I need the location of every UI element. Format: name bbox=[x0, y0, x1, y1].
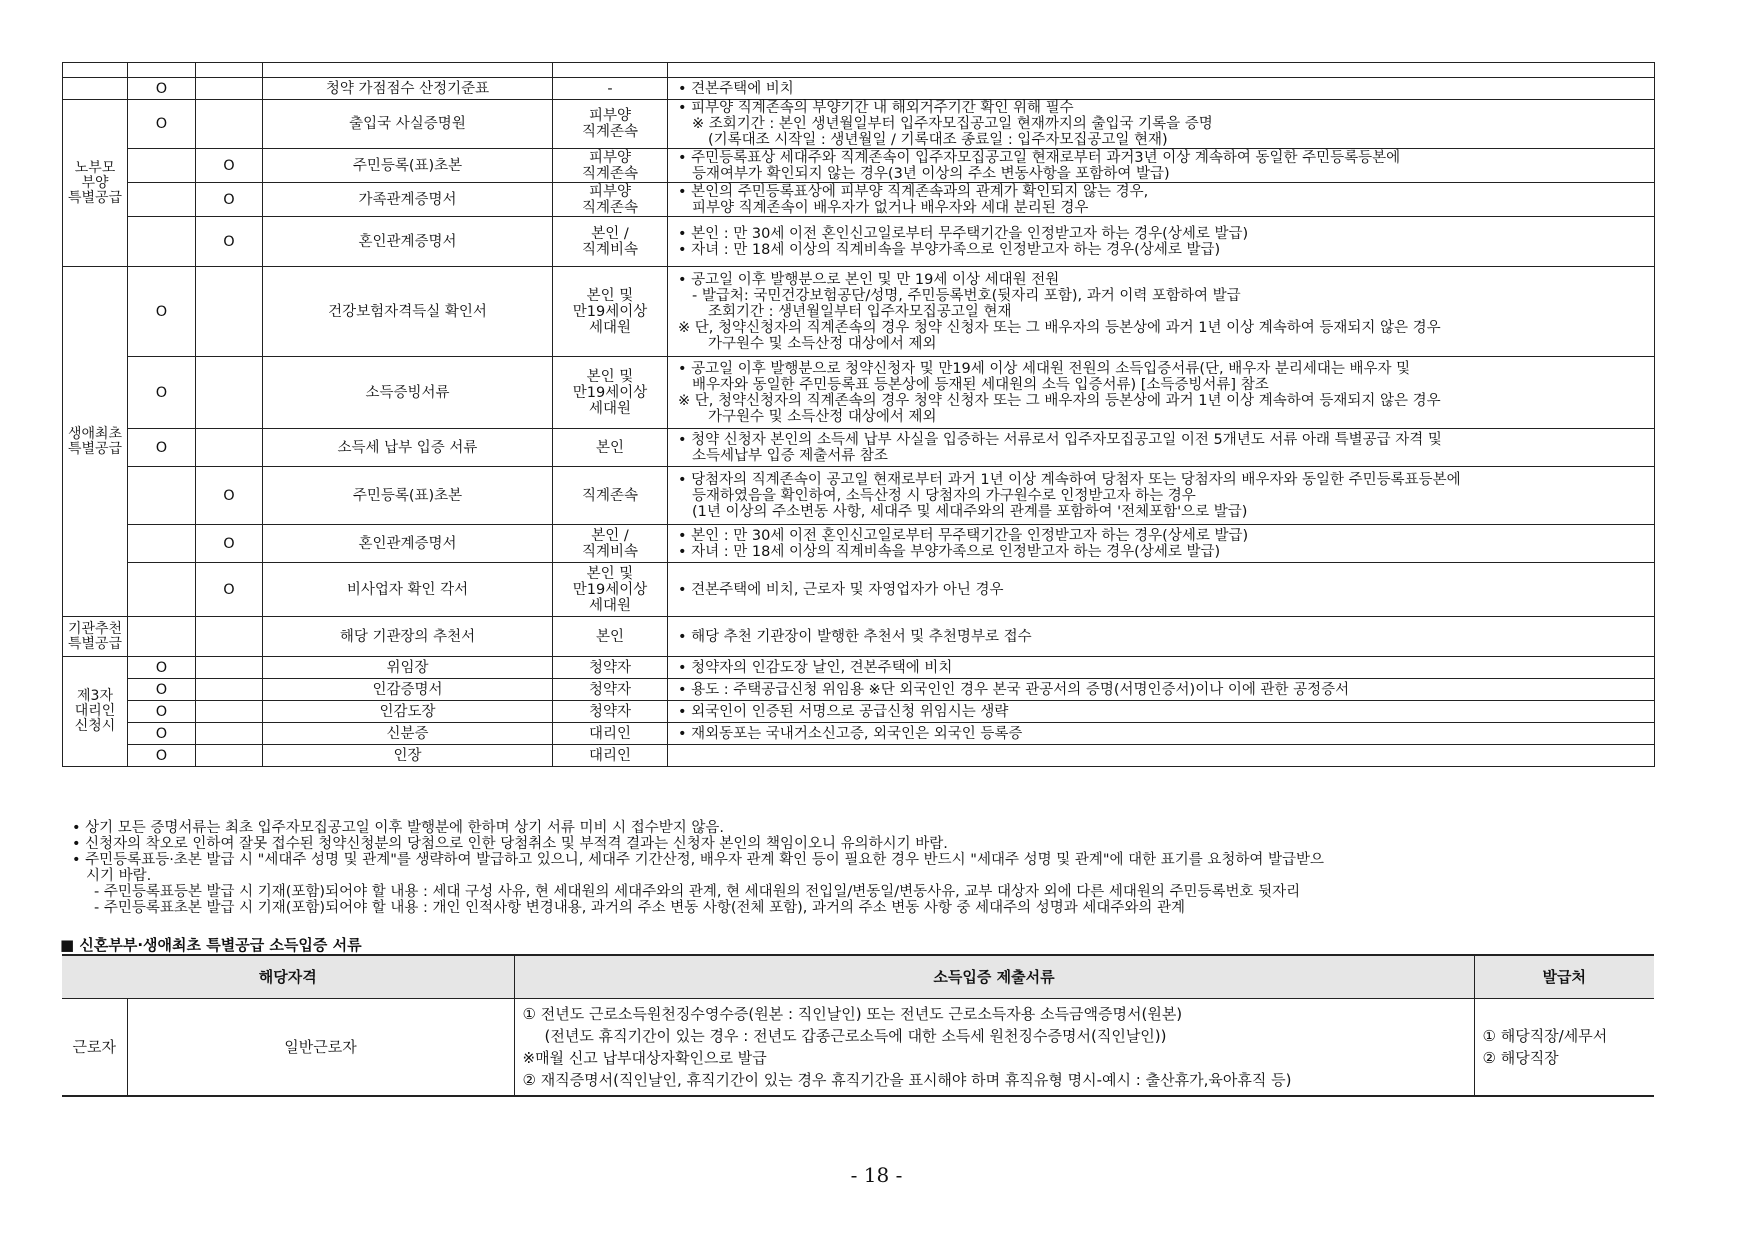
target-cell: 대리인 bbox=[553, 745, 668, 767]
mark-cell: O bbox=[196, 563, 263, 617]
mark-cell: O bbox=[196, 217, 263, 267]
description-cell bbox=[668, 183, 1655, 217]
description-line: • 피부양 직계존속의 부양기간 내 해외거주기간 확인 위해 필수 bbox=[678, 100, 1074, 116]
target-cell: 본인 및 만19세이상 세대원 bbox=[553, 563, 668, 617]
mark-cell bbox=[128, 183, 196, 217]
mark-cell: O bbox=[128, 429, 196, 467]
mark-cell: O bbox=[128, 701, 196, 723]
group-label-line: 부양 bbox=[81, 174, 109, 191]
description-line: 조회기간 : 생년월일부터 입주자모집공고일 현재 bbox=[708, 303, 1012, 320]
mark-cell: O bbox=[128, 100, 196, 149]
description-line: • 자녀 : 만 18세 이상의 직계비속을 부양가족으로 인정받고자 하는 경우(상세로 발급) bbox=[678, 241, 1221, 258]
group-cell bbox=[63, 617, 128, 657]
note-line: • 신청자의 착오로 인하여 잘못 접수된 청약신청분의 당첨으로 인한 당첨취소 및 부적격 결과는 신청자 본인의 책임이오니 유의하시기 바람. bbox=[72, 836, 948, 852]
document-row bbox=[63, 723, 1655, 745]
income-table-row bbox=[62, 999, 1654, 1097]
description-cell bbox=[668, 679, 1655, 701]
group-cell bbox=[63, 100, 128, 267]
mark-cell bbox=[196, 100, 263, 149]
note-line: • 상기 모든 증명서류는 최초 입주자모집공고일 이후 발행분에 한하며 상기 서류 미비 시 접수받지 않음. bbox=[72, 820, 724, 836]
description-cell bbox=[668, 78, 1655, 100]
group-label-line: 생애최초 bbox=[67, 425, 123, 442]
document-name-cell: 혼인관계증명서 bbox=[263, 525, 553, 563]
target-cell: 청약자 bbox=[553, 701, 668, 723]
document-name-cell: 위임장 bbox=[263, 657, 553, 679]
mark-cell bbox=[128, 467, 196, 525]
group-label-line: 제3자 bbox=[77, 688, 113, 704]
document-row bbox=[63, 467, 1655, 525]
subcategory-cell: 일반근로자 bbox=[127, 999, 514, 1097]
document-name-cell: 인감증명서 bbox=[263, 679, 553, 701]
page-number: - 18 - bbox=[850, 1163, 903, 1187]
description-line: - 발급처: 국민건강보험공단/성명, 주민등록번호(뒷자리 포함), 과거 이력 포함하여 발급 bbox=[692, 287, 1241, 304]
target-cell: 청약자 bbox=[553, 657, 668, 679]
doc-line: ※매월 신고 납부대상자확인으로 발급 bbox=[522, 1049, 767, 1067]
document-row bbox=[63, 100, 1655, 149]
document-row bbox=[63, 217, 1655, 267]
description-line: (기록대조 시작일 : 생년월일 / 기록대조 종료일 : 입주자모집공고일 현재) bbox=[708, 132, 1168, 148]
mark-cell bbox=[196, 429, 263, 467]
mark-cell bbox=[196, 701, 263, 723]
description-line: ※ 조회기간 : 본인 생년월일부터 입주자모집공고일 현재까지의 출입국 기록을 증명 bbox=[692, 116, 1213, 132]
group-label-line: 노부모 bbox=[74, 159, 116, 176]
group-label-line: 기관추천 bbox=[67, 620, 123, 637]
mark-cell: O bbox=[128, 679, 196, 701]
document-name-cell: 소득증빙서류 bbox=[263, 357, 553, 429]
document-row bbox=[63, 78, 1655, 100]
description-line: 소득세납부 입증 제출서류 참조 bbox=[692, 447, 888, 464]
table-top-row bbox=[63, 63, 1655, 78]
category-cell: 근로자 bbox=[62, 999, 127, 1097]
documents-cell bbox=[514, 999, 1474, 1097]
doc-line: ② 재직증명서(직인날인, 휴직기간이 있는 경우 휴직기간을 표시해야 하며 휴직유형 명시-예시 : 출산휴가,육아휴직 등) bbox=[522, 1071, 1292, 1089]
mark-cell: O bbox=[196, 467, 263, 525]
description-line: • 본인 : 만 30세 이전 혼인신고일로부터 무주택기간을 인정받고자 하는 경우(상세로 발급) bbox=[678, 225, 1249, 242]
target-cell: 대리인 bbox=[553, 723, 668, 745]
document-row bbox=[63, 701, 1655, 723]
description-line: ※ 단, 청약신청자의 직계존속의 경우 청약 신청자 또는 그 배우자의 등본상에 과거 1년 이상 계속하여 등재되지 않은 경우 bbox=[678, 319, 1441, 336]
document-name-cell: 신분증 bbox=[263, 723, 553, 745]
description-line: ※ 단, 청약신청자의 직계존속의 경우 청약 신청자 또는 그 배우자의 등본상에 과거 1년 이상 계속하여 등재되지 않은 경우 bbox=[678, 392, 1441, 409]
mark-cell: O bbox=[128, 723, 196, 745]
mark-cell: O bbox=[128, 745, 196, 767]
target-cell: 본인 bbox=[553, 429, 668, 467]
description-cell bbox=[668, 617, 1655, 657]
group-label-line: 특별공급 bbox=[67, 635, 123, 652]
description-line: • 견본주택에 비치 bbox=[678, 80, 794, 97]
mark-cell bbox=[128, 563, 196, 617]
document-name-cell: 해당 기관장의 추천서 bbox=[263, 617, 553, 657]
mark-cell bbox=[196, 78, 263, 100]
description-cell bbox=[668, 467, 1655, 525]
group-cell bbox=[63, 657, 128, 767]
notes-block bbox=[72, 820, 1652, 916]
description-line: • 재외동포는 국내거소신고증, 외국인은 외국인 등록증 bbox=[678, 725, 1023, 742]
mark-cell bbox=[196, 679, 263, 701]
description-cell bbox=[668, 100, 1655, 149]
description-cell bbox=[668, 701, 1655, 723]
mark-cell: O bbox=[128, 657, 196, 679]
mark-cell bbox=[196, 723, 263, 745]
document-row bbox=[63, 267, 1655, 357]
document-name-cell: 청약 가점점수 산정기준표 bbox=[263, 78, 553, 100]
description-cell bbox=[668, 429, 1655, 467]
group-label-line: 특별공급 bbox=[67, 189, 123, 206]
description-cell bbox=[668, 563, 1655, 617]
document-row bbox=[63, 657, 1655, 679]
issuer-line: ② 해당직장 bbox=[1482, 1049, 1559, 1067]
group-label-line: 신청시 bbox=[74, 718, 116, 734]
document-name-cell: 가족관계증명서 bbox=[263, 183, 553, 217]
target-cell: 본인 / 직계비속 bbox=[553, 525, 668, 563]
document-row bbox=[63, 563, 1655, 617]
document-row bbox=[63, 149, 1655, 183]
document-name-cell: 출입국 사실증명원 bbox=[263, 100, 553, 149]
document-row bbox=[63, 679, 1655, 701]
target-cell: 피부양 직계존속 bbox=[553, 100, 668, 149]
group-label-line: 특별공급 bbox=[67, 440, 123, 457]
mark-cell bbox=[128, 217, 196, 267]
mark-cell bbox=[128, 149, 196, 183]
description-line: (1년 이상의 주소변동 사항, 세대주 및 세대주와의 관계를 포함하여 '전체포함'으로 발급) bbox=[692, 503, 1248, 520]
income-table-header bbox=[62, 955, 1654, 999]
document-row bbox=[63, 745, 1655, 767]
document-row bbox=[63, 525, 1655, 563]
description-line: • 외국인이 인증된 서명으로 공급신청 위임시는 생략 bbox=[678, 703, 1009, 720]
target-cell: 직계존속 bbox=[553, 467, 668, 525]
group-label-line: 대리인 bbox=[74, 703, 116, 719]
mark-cell bbox=[196, 267, 263, 357]
target-cell: 본인 및 만19세이상 세대원 bbox=[553, 357, 668, 429]
description-cell bbox=[668, 217, 1655, 267]
target-cell: 피부양 직계존속 bbox=[553, 183, 668, 217]
group-cell-empty bbox=[63, 78, 128, 100]
target-cell: 본인 / 직계비속 bbox=[553, 217, 668, 267]
mark-cell: O bbox=[128, 267, 196, 357]
document-name-cell: 비사업자 확인 각서 bbox=[263, 563, 553, 617]
document-name-cell: 소득세 납부 입증 서류 bbox=[263, 429, 553, 467]
document-name-cell: 인감도장 bbox=[263, 701, 553, 723]
doc-line: ① 전년도 근로소득원천징수영수증(원본 : 직인날인) 또는 전년도 근로소득자용 소득금액증명서(원본) bbox=[522, 1005, 1183, 1023]
doc-line: (전년도 휴직기간이 있는 경우 : 전년도 갑종근로소득에 대한 소득세 원천징수증명서(직인날인)) bbox=[544, 1027, 1167, 1045]
issuer-cell bbox=[1474, 999, 1654, 1097]
header-issuer: 발급처 bbox=[1474, 955, 1654, 999]
mark-cell: O bbox=[128, 357, 196, 429]
document-name-cell: 주민등록(표)초본 bbox=[263, 467, 553, 525]
mark-cell: O bbox=[196, 183, 263, 217]
description-line: • 본인의 주민등록표상에 피부양 직계존속과의 관계가 확인되지 않는 경우, bbox=[678, 183, 1149, 200]
description-cell bbox=[668, 525, 1655, 563]
description-line: • 자녀 : 만 18세 이상의 직계비속을 부양가족으로 인정받고자 하는 경우(상세로 발급) bbox=[678, 543, 1221, 560]
description-line: • 해당 추천 기관장이 발행한 추천서 및 추천명부로 접수 bbox=[678, 628, 1032, 645]
description-cell bbox=[668, 357, 1655, 429]
mark-cell: O bbox=[196, 149, 263, 183]
description-line: 가구원수 및 소득산정 대상에서 제외 bbox=[708, 408, 937, 425]
mark-cell bbox=[196, 657, 263, 679]
description-line: 가구원수 및 소득산정 대상에서 제외 bbox=[708, 335, 937, 352]
document-row bbox=[63, 357, 1655, 429]
required-documents-table bbox=[62, 62, 1655, 767]
description-line: 등재하였음을 확인하여, 소득산정 시 당첨자의 가구원수로 인정받고자 하는 경우 bbox=[692, 487, 1196, 504]
target-cell: 청약자 bbox=[553, 679, 668, 701]
mark-cell: O bbox=[128, 78, 196, 100]
target-cell: 피부양 직계존속 bbox=[553, 149, 668, 183]
document-row bbox=[63, 429, 1655, 467]
document-name-cell: 건강보험자격득실 확인서 bbox=[263, 267, 553, 357]
description-line: • 본인 : 만 30세 이전 혼인신고일로부터 무주택기간을 인정받고자 하는 경우(상세로 발급) bbox=[678, 527, 1249, 544]
description-line: • 공고일 이후 발행분으로 청약신청자 및 만19세 이상 세대원 전원의 소득입증서류(단, 배우자 분리세대는 배우자 및 bbox=[678, 360, 1411, 377]
description-line: • 주민등록표상 세대주와 직계존속이 입주자모집공고일 현재로부터 과거3년 이상 계속하여 동일한 주민등록등본에 bbox=[678, 149, 1401, 166]
header-qualification: 해당자격 bbox=[62, 955, 514, 999]
header-documents: 소득입증 제출서류 bbox=[514, 955, 1474, 999]
description-line: 등재여부가 확인되지 않는 경우(3년 이상의 주소 변동사항을 포함하여 발급) bbox=[692, 165, 1170, 182]
document-name-cell: 주민등록(표)초본 bbox=[263, 149, 553, 183]
mark-cell bbox=[128, 525, 196, 563]
mark-cell bbox=[196, 617, 263, 657]
issuer-line: ① 해당직장/세무서 bbox=[1482, 1027, 1608, 1045]
description-cell bbox=[668, 657, 1655, 679]
mark-cell: O bbox=[196, 525, 263, 563]
note-detail: - 주민등록표등본 발급 시 기재(포함)되어야 할 내용 : 세대 구성 사유, 현 세대원의 세대주와의 관계, 현 세대원의 전입일/변동일/변동사유, 교부 대상자 외에 다른 세대원의 주민등록번호 뒷자리 bbox=[94, 884, 1301, 900]
description-cell bbox=[668, 745, 1655, 767]
group-cell bbox=[63, 267, 128, 617]
note-line: 시기 바람. bbox=[86, 868, 152, 884]
mark-cell bbox=[196, 745, 263, 767]
document-row bbox=[63, 183, 1655, 217]
target-cell: - bbox=[553, 78, 668, 100]
description-line: • 견본주택에 비치, 근로자 및 자영업자가 아닌 경우 bbox=[678, 581, 1004, 598]
description-line: • 당첨자의 직계존속이 공고일 현재로부터 과거 1년 이상 계속하여 당첨자 또는 당첨자의 배우자와 동일한 주민등록표등본에 bbox=[678, 471, 1461, 488]
target-cell: 본인 및 만19세이상 세대원 bbox=[553, 267, 668, 357]
note-line: • 주민등록표등·초본 발급 시 "세대주 성명 및 관계"를 생략하여 발급하고 있으니, 세대주 기간산정, 배우자 관계 확인 등이 필요한 경우 반드시 "세대주 성명 및 관계"에 대한 표기를 요청하여 발급받으 bbox=[72, 852, 1325, 868]
target-cell: 본인 bbox=[553, 617, 668, 657]
mark-cell bbox=[196, 357, 263, 429]
mark-cell bbox=[128, 617, 196, 657]
description-line: 배우자와 동일한 주민등록표 등본상에 등재된 세대원의 소득 입증서류) [소득증빙서류] 참조 bbox=[692, 376, 1269, 393]
section-title: ■ 신혼부부·생애최초 특별공급 소득입증 서류 bbox=[60, 936, 362, 954]
document-row bbox=[63, 617, 1655, 657]
document-name-cell: 인장 bbox=[263, 745, 553, 767]
description-line: • 청약자의 인감도장 날인, 견본주택에 비치 bbox=[678, 659, 953, 676]
description-line: 피부양 직계존속이 배우자가 없거나 배우자와 세대 분리된 경우 bbox=[692, 199, 1089, 216]
description-line: • 용도 : 주택공급신청 위임용 ※단 외국인인 경우 본국 관공서의 증명(서명인증서)이나 이에 관한 공정증서 bbox=[678, 681, 1350, 698]
description-cell bbox=[668, 723, 1655, 745]
note-detail: - 주민등록표초본 발급 시 기재(포함)되어야 할 내용 : 개인 인적사항 변경내용, 과거의 주소 변동 사항(전체 포함), 과거의 주소 변동 사항 중 세대주의 성명과 세대주와의 관계 bbox=[94, 900, 1186, 916]
description-line: • 공고일 이후 발행분으로 본인 및 만 19세 이상 세대원 전원 bbox=[678, 271, 1060, 288]
description-line: • 청약 신청자 본인의 소득세 납부 사실을 입증하는 서류로서 입주자모집공고일 이전 5개년도 서류 아래 특별공급 자격 및 bbox=[678, 431, 1442, 448]
description-cell bbox=[668, 149, 1655, 183]
document-name-cell: 혼인관계증명서 bbox=[263, 217, 553, 267]
income-proof-table bbox=[62, 954, 1654, 1097]
description-cell bbox=[668, 267, 1655, 357]
